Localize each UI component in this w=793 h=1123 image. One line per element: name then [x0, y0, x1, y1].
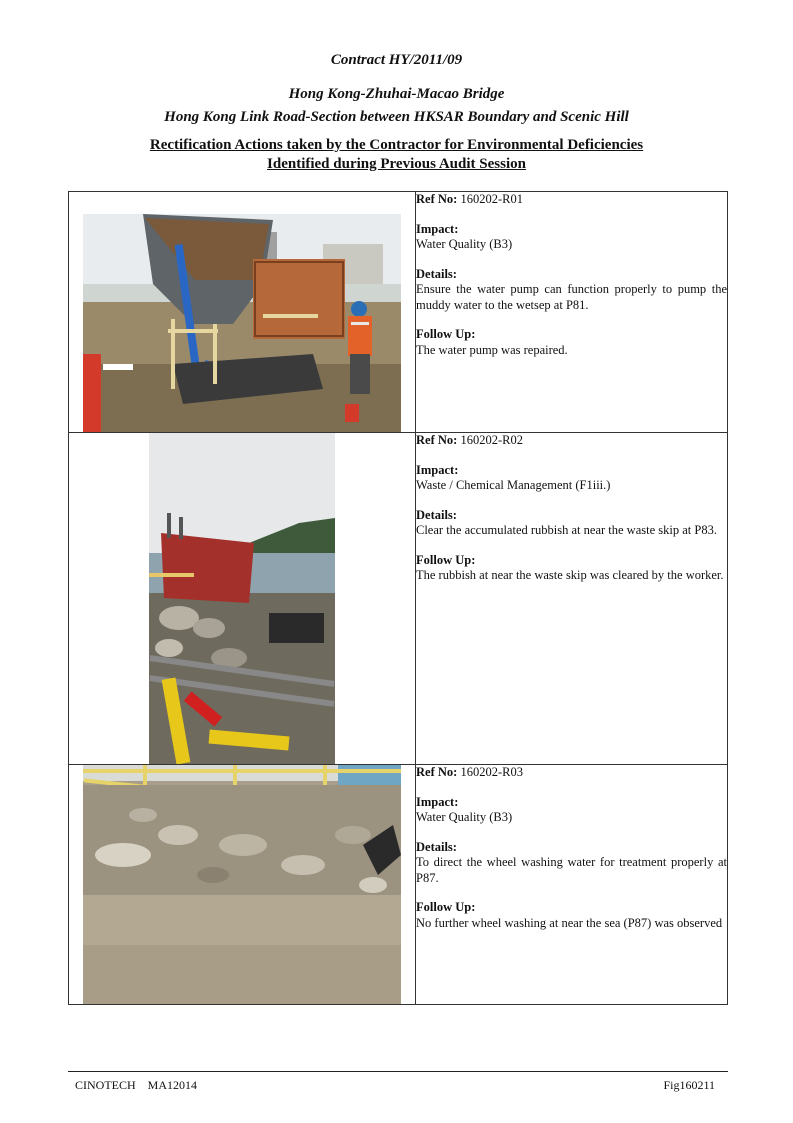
follow-up-value: The water pump was repaired. [416, 342, 568, 357]
details-label: Details: [416, 266, 457, 281]
table-row [69, 433, 728, 765]
ref-number: 160202-R03 [460, 765, 523, 779]
impact-value: Water Quality (B3) [416, 810, 513, 824]
impact-label: Impact: [416, 794, 459, 809]
impact-value: Waste / Chemical Management (F1iii.) [416, 478, 611, 492]
section-title-line2: Identified during Previous Audit Session [267, 156, 526, 172]
follow-up-label: Follow Up: [416, 327, 476, 341]
footer-company-ref: CINOTECH MA12014 [75, 1078, 197, 1092]
project-title-line1: Hong Kong-Zhuhai-Macao Bridge [288, 86, 505, 102]
photo-cell [69, 433, 416, 765]
details-value: Clear the accumulated rubbish at near the waste skip at P83. [416, 523, 717, 537]
impact-label: Impact: [416, 462, 459, 477]
footer-divider [68, 1071, 728, 1072]
ref-number: 160202-R01 [460, 192, 523, 206]
footer-figure-number: Fig160211 [663, 1078, 715, 1092]
site-photo-water-pump [83, 214, 401, 432]
follow-up-label: Follow Up: [416, 552, 476, 567]
follow-up-label: Follow Up: [416, 900, 476, 914]
follow-up-value: No further wheel washing at near the sea (P87) was observed [416, 915, 723, 930]
details-value: Ensure the water pump can function properly to pump the muddy water to the wetsep at P81. [416, 282, 727, 312]
site-photo-waste-skip [149, 433, 335, 764]
ref-label: Ref No: [416, 192, 458, 206]
follow-up-value: The rubbish at near the waste skip was cleared by the worker. [416, 568, 724, 582]
record-details [416, 433, 728, 765]
details-value: To direct the wheel washing water for treatment properly at P87. [416, 855, 727, 885]
photo-cell [69, 192, 416, 433]
table-row [69, 192, 728, 433]
rectification-table [68, 191, 728, 1005]
contract-title: Contract HY/2011/09 [330, 52, 463, 68]
ref-label: Ref No: [416, 433, 458, 447]
record-details [416, 192, 728, 433]
record-details [416, 765, 728, 1005]
ref-label: Ref No: [416, 765, 458, 779]
details-label: Details: [416, 839, 457, 854]
impact-label: Impact: [416, 221, 459, 236]
photo-cell [69, 765, 416, 1005]
table-row [69, 765, 728, 1005]
project-title-line2: Hong Kong Link Road-Section between HKSAR Boundary and Scenic Hill [164, 109, 629, 125]
impact-value: Water Quality (B3) [416, 237, 513, 251]
section-title-line1: Rectification Actions taken by the Contractor for Environmental Deficiencies [149, 137, 644, 153]
ref-number: 160202-R02 [460, 433, 523, 447]
details-label: Details: [416, 507, 457, 522]
site-photo-wheel-washing [83, 765, 401, 1004]
